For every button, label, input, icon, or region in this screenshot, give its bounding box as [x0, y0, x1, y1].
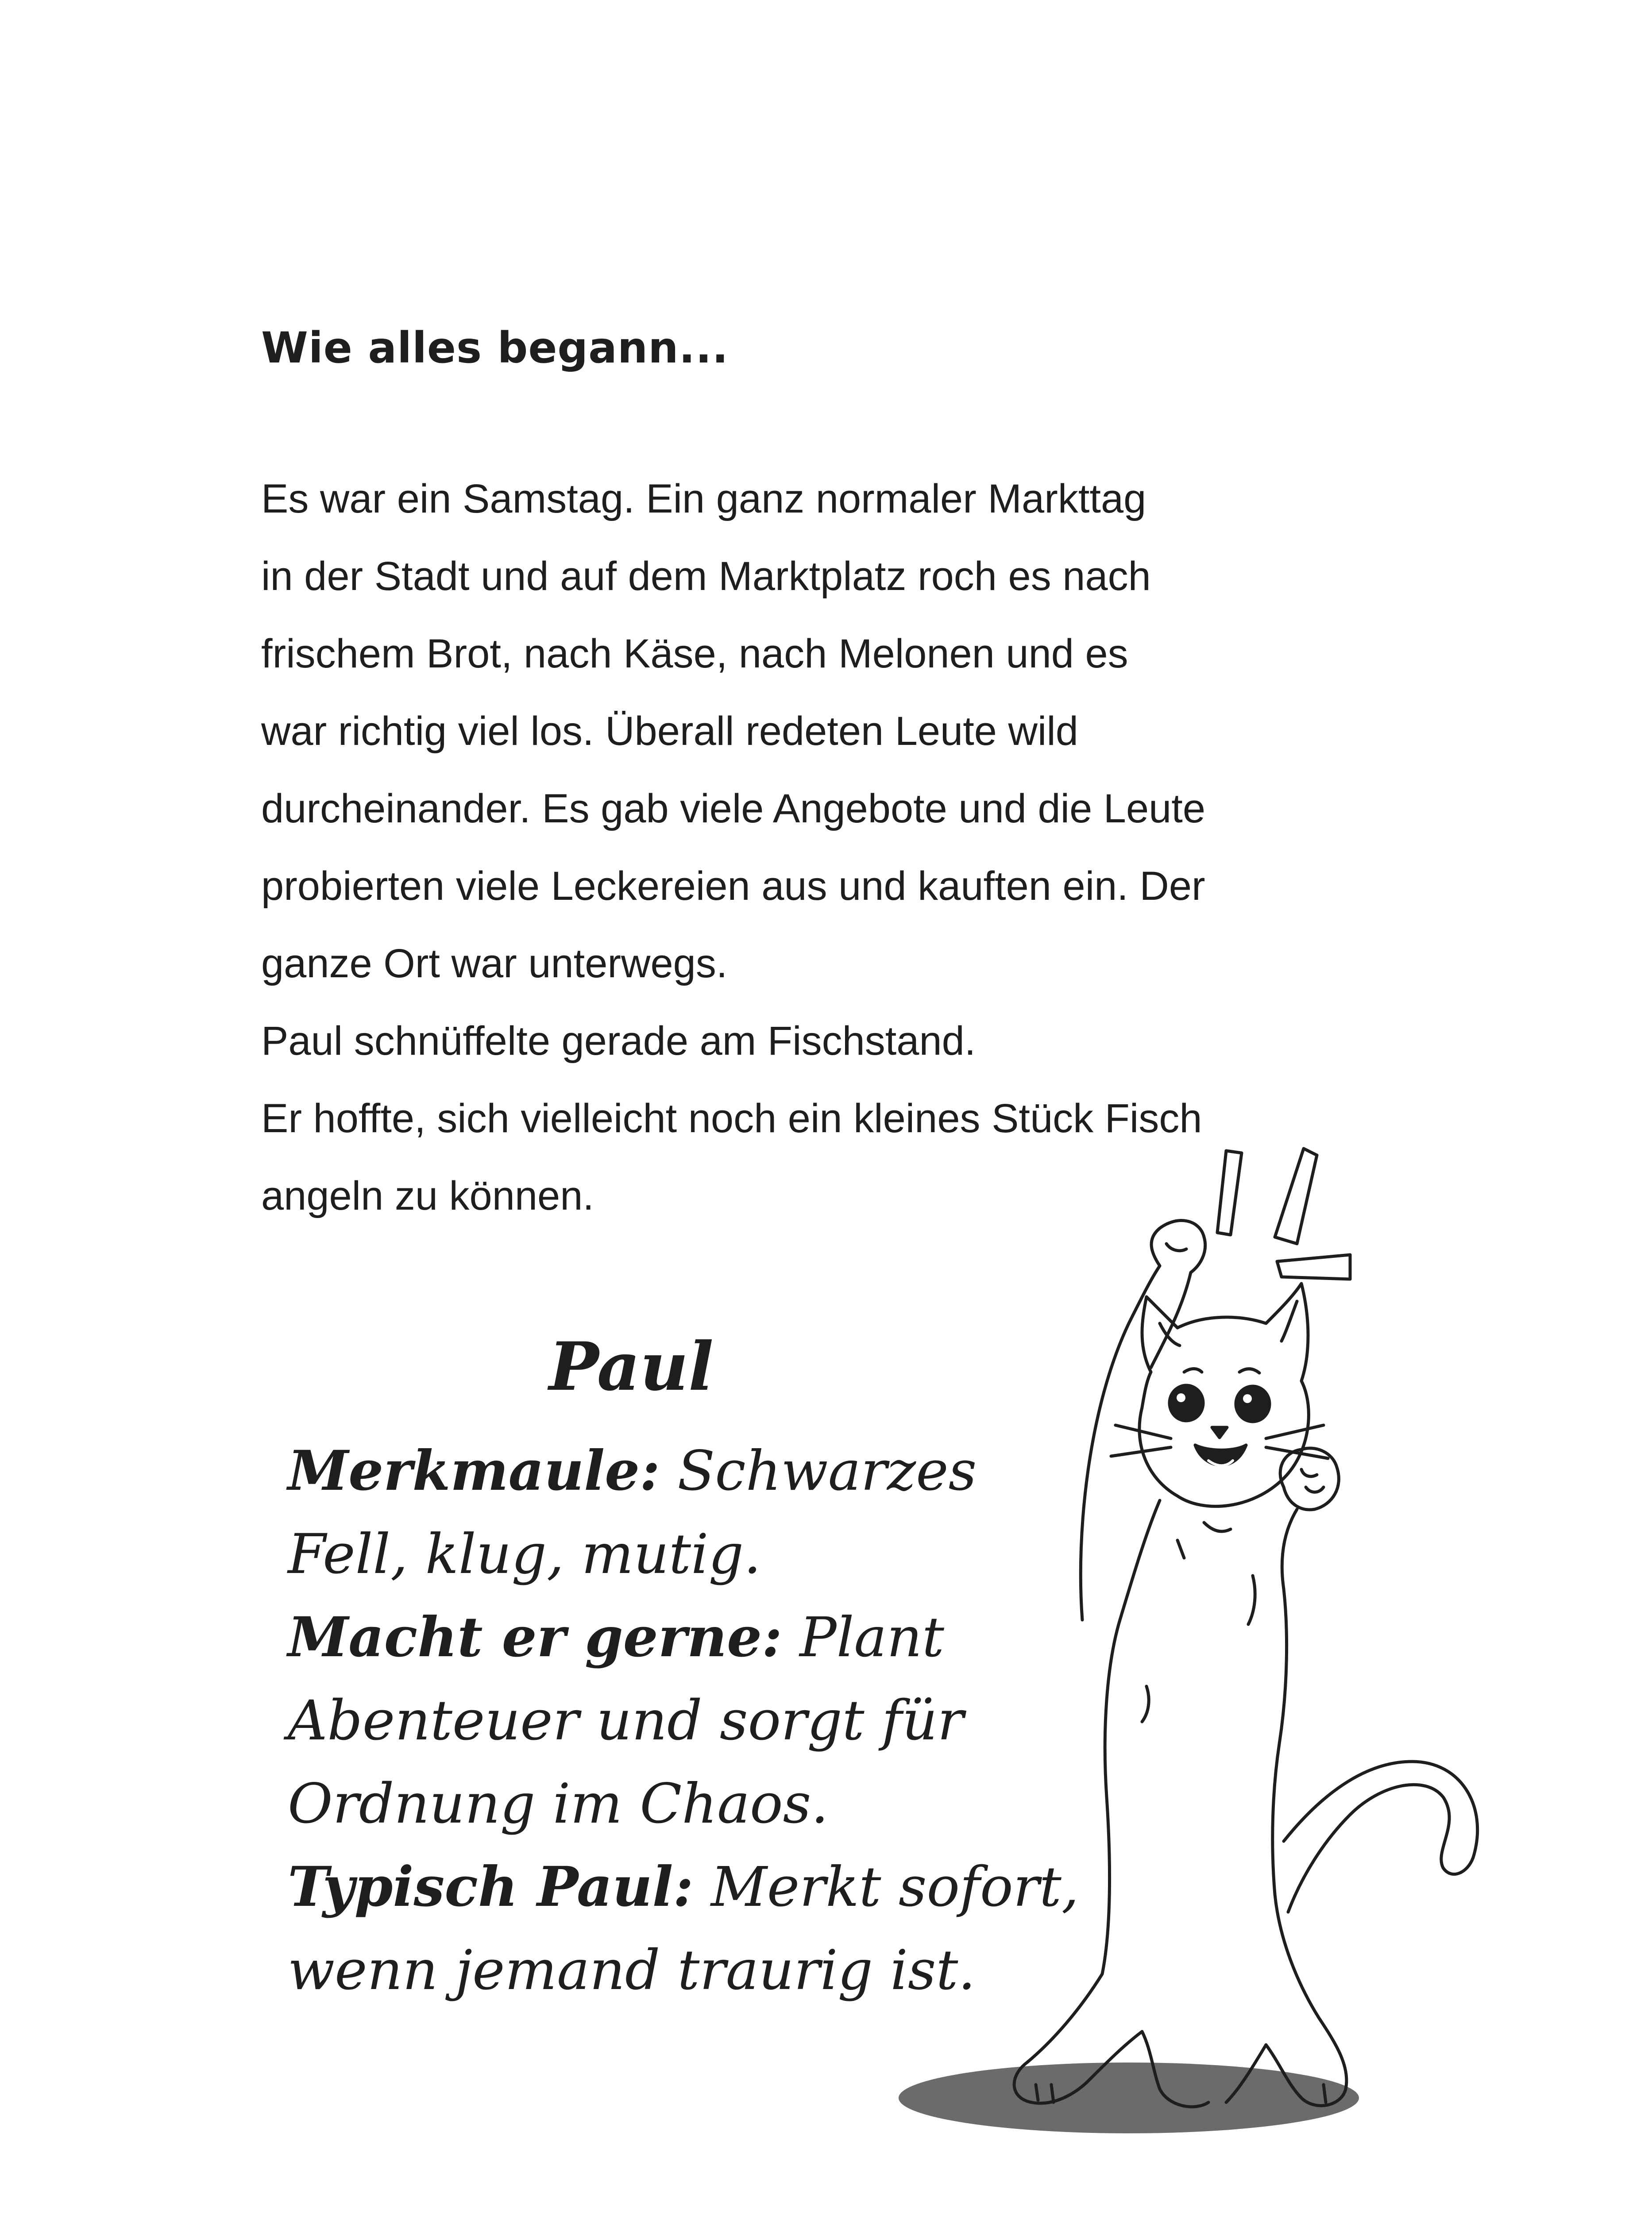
macht-text: Ordnung im Chaos. [288, 1772, 829, 1836]
macht-text: Plant [799, 1606, 944, 1669]
story-line: frischem Brot, nach Käse, nach Melonen und es [261, 631, 1128, 676]
merkmale-text: Schwarzes [677, 1439, 977, 1503]
cat-body [1102, 1500, 1160, 1974]
story-line: durcheinander. Es gab viele Angebote und die Leute [261, 786, 1206, 831]
cat-shadow [899, 2063, 1359, 2133]
excitement-mark-icon [1217, 1151, 1242, 1235]
cat-tail [1284, 1762, 1478, 1912]
merkmale-label: Merkmaule: [288, 1439, 660, 1503]
story-line: in der Stadt und auf dem Marktplatz roch es nach [261, 554, 1151, 599]
cat-eye [1170, 1385, 1203, 1421]
story-line: Paul schnüffelte gerade am Fischstand. [261, 1018, 976, 1064]
typisch-label: Typisch Paul: [288, 1855, 694, 1919]
story-line: Es war ein Samstag. Ein ganz normaler Markttag [261, 476, 1146, 521]
typisch-text: wenn jemand traurig ist. [288, 1939, 976, 2002]
cat-eye [1236, 1386, 1270, 1422]
cat-nose [1212, 1427, 1227, 1438]
cat-mouth [1195, 1445, 1246, 1465]
chapter-heading: Wie alles begann... [261, 323, 729, 373]
story-line: war richtig viel los. Überall redeten Leute wild [261, 709, 1078, 754]
cat-paw [1280, 1448, 1339, 1510]
story-line: angeln zu können. [261, 1173, 594, 1218]
excitement-mark-icon [1275, 1149, 1317, 1244]
story-text [261, 460, 1456, 1235]
story-line: Er hoffte, sich vielleicht noch ein kleines Stück Fisch [261, 1096, 1202, 1141]
macht-label: Macht er gerne: [288, 1605, 782, 1669]
cat-head [1139, 1284, 1308, 1506]
cat-illustration [841, 1133, 1532, 2164]
character-name: Paul [549, 1328, 714, 1406]
story-line: ganze Ort war unterwegs. [261, 941, 728, 986]
merkmale-text: Fell, klug, mutig. [288, 1523, 761, 1586]
typisch-text: Merkt sofort, [710, 1855, 1079, 1919]
macht-text: Abenteuer und sorgt für [288, 1689, 964, 1753]
story-line: probierten viele Leckereien aus und kauften ein. Der [261, 864, 1205, 909]
excitement-mark-icon [1277, 1255, 1350, 1279]
